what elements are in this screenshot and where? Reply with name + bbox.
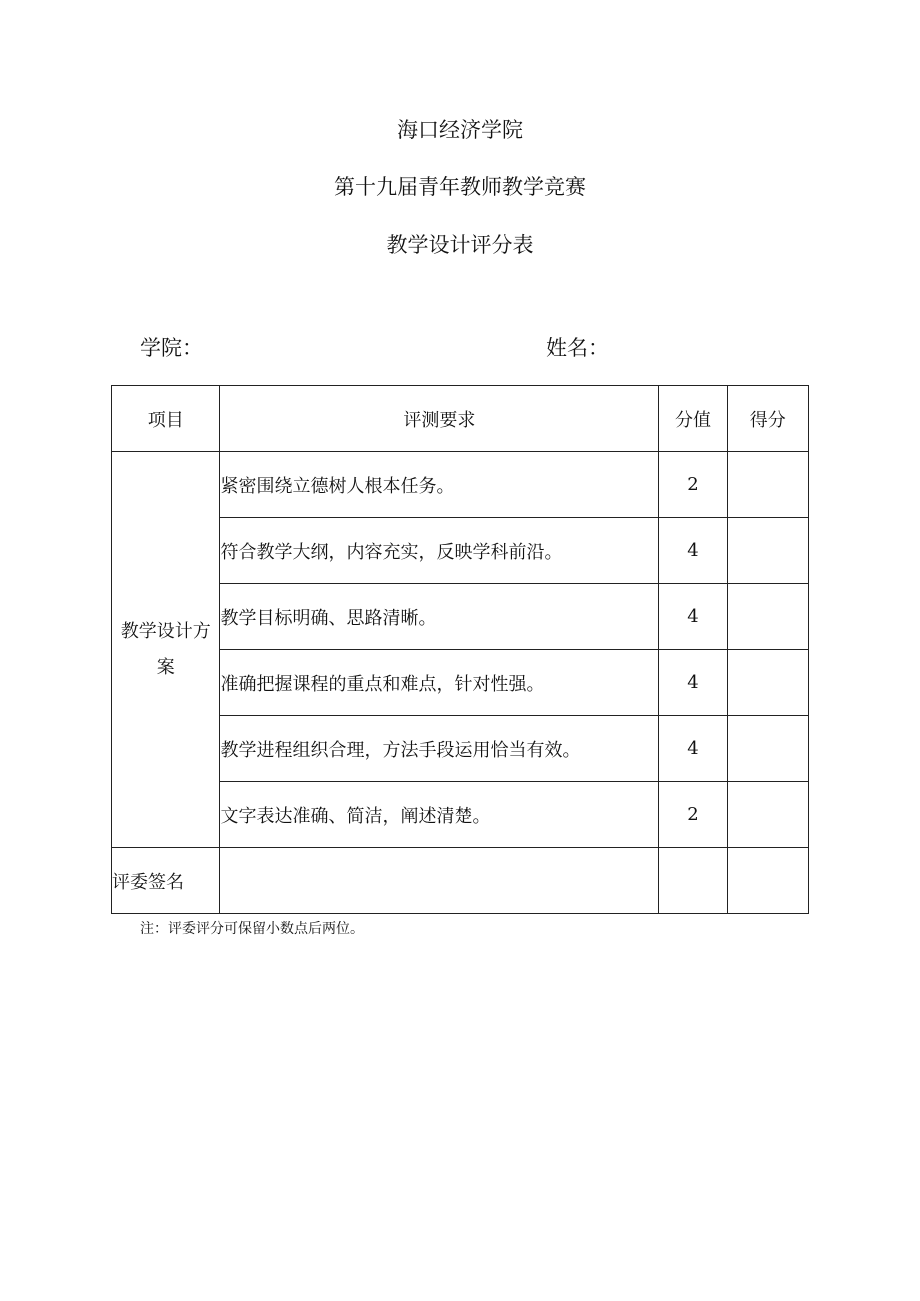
requirement-cell: 文字表达准确、简洁，阐述清楚。: [220, 782, 659, 848]
signature-row: [112, 848, 809, 914]
form-title: 教学设计评分表: [386, 233, 534, 257]
score-cell[interactable]: [727, 716, 808, 782]
header-item: 项目: [112, 386, 220, 452]
score-cell[interactable]: [727, 782, 808, 848]
points-cell: 2: [659, 452, 727, 518]
signature-label: 评委签名: [112, 848, 220, 914]
name-label: 姓名：: [546, 336, 609, 360]
requirement-cell: 准确把握课程的重点和难点，针对性强。: [220, 650, 659, 716]
score-cell[interactable]: [727, 452, 808, 518]
header-score: 得分: [727, 386, 808, 452]
points-cell: 4: [659, 650, 727, 716]
scoring-table: [111, 385, 809, 914]
score-cell[interactable]: [727, 584, 808, 650]
score-cell[interactable]: [727, 650, 808, 716]
college-label: 学院：: [140, 336, 203, 360]
header-requirement: 评测要求: [220, 386, 659, 452]
signature-empty-cell: [727, 848, 808, 914]
score-cell[interactable]: [727, 518, 808, 584]
requirement-cell: 教学进程组织合理，方法手段运用恰当有效。: [220, 716, 659, 782]
points-cell: 4: [659, 716, 727, 782]
requirement-cell: 符合教学大纲，内容充实，反映学科前沿。: [220, 518, 659, 584]
competition-title: 第十九届青年教师教学竞赛: [334, 175, 586, 199]
points-cell: 2: [659, 782, 727, 848]
table-header-row: [112, 386, 809, 452]
school-name: 海口经济学院: [397, 118, 523, 142]
points-cell: 4: [659, 584, 727, 650]
footnote: 注：评委评分可保留小数点后两位。: [140, 921, 364, 937]
header-points: 分值: [659, 386, 727, 452]
table-row: [112, 452, 809, 518]
requirement-cell: 教学目标明确、思路清晰。: [220, 584, 659, 650]
requirement-cell: 紧密围绕立德树人根本任务。: [220, 452, 659, 518]
points-cell: 4: [659, 518, 727, 584]
signature-field[interactable]: [220, 848, 659, 914]
category-cell: 教学设计方案: [112, 452, 220, 848]
signature-empty-cell: [659, 848, 727, 914]
